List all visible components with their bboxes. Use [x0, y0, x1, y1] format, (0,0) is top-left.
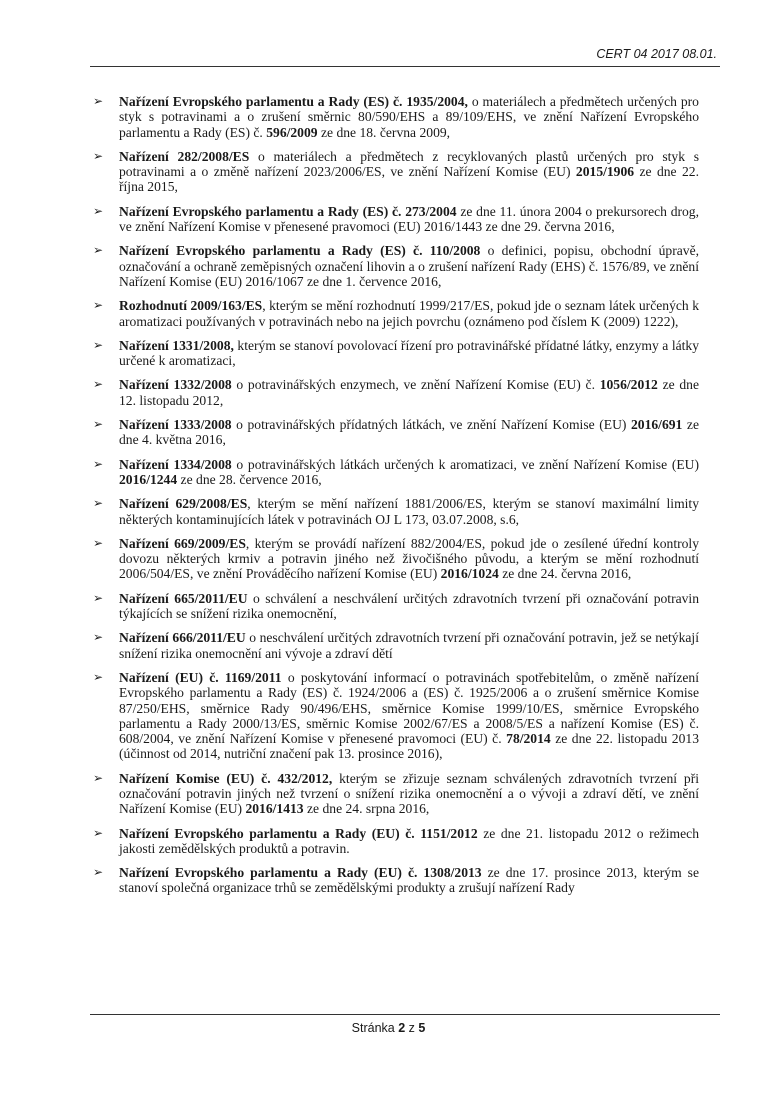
- list-item: ➢ Nařízení 629/2008/ES, kterým se mění nařízení 1881/2006/ES, kterým se stanoví maximální limity některých kontaminujících látek v potravinách OJ L 173, 03.07.2008, s.6,: [119, 496, 699, 527]
- list-item: ➢ Nařízení 1331/2008, kterým se stanoví povolovací řízení pro potravinářské přídatné látky, enzymy a látky určené k aromatizaci,: [119, 338, 699, 369]
- list-item: ➢ Nařízení Evropského parlamentu a Rady (EU) č. 1308/2013 ze dne 17. prosince 2013, kterým se stanoví společná organizace trhů se zemědělskými produkty a zrušují nařízení Rady: [119, 865, 699, 896]
- list-item: ➢ Nařízení (EU) č. 1169/2011 o poskytování informací o potravinách spotřebitelům, o změně nařízení Evropského parlamentu a Rady (ES) č. 1924/2006 a (ES) č. 1925/2006 a o zrušení směrnice Komise 87/250/EHS, směrnice Rady 90/496/EHS, směrnice Komise 1999/10/ES, směrnice Evropského parlamentu a Rady 2000/13/ES, směrnic Komise 2002/67/ES a 2008/5/ES a nařízení Komise (ES) č. 608/2004, ve znění Nařízení Komise v přenesené pravomoci (EU) č. 78/2014 ze dne 22. listopadu 2013 (účinnost od 2014, nutriční značení pak 13. prosince 2016),: [119, 670, 699, 762]
- list-item: ➢ Nařízení 1334/2008 o potravinářských látkách určených k aromatizaci, ve znění Nařízení Komise (EU) 2016/1244 ze dne 28. července 2016,: [119, 457, 699, 488]
- list-item: ➢ Nařízení 1332/2008 o potravinářských enzymech, ve znění Nařízení Komise (EU) č. 1056/2012 ze dne 12. listopadu 2012,: [119, 377, 699, 408]
- page-number: Stránka 2 z 5: [351, 1021, 426, 1035]
- list-item: ➢ Nařízení 282/2008/ES o materiálech a předmětech z recyklovaných plastů určených pro styk s potravinami a o změně nařízení 2023/2006/ES, ve znění Nařízení Komise (EU) 2015/1906 ze dne 22. října 2015,: [119, 149, 699, 195]
- list-item: ➢ Nařízení Komise (EU) č. 432/2012, kterým se zřizuje seznam schválených zdravotních tvrzení při označování potravin jiných než tvrzení o snížení rizika onemocnění a o vývoji a zdraví dětí, ve znění Nařízení Komise (EU) 2016/1413 ze dne 24. srpna 2016,: [119, 771, 699, 817]
- list-item: ➢ Nařízení Evropského parlamentu a Rady (EU) č. 1151/2012 ze dne 21. listopadu 2012 o režimech jakosti zemědělských produktů a potravin.: [119, 826, 699, 857]
- footer-divider: [90, 1014, 720, 1015]
- list-item: ➢ Nařízení 665/2011/EU o schválení a neschválení určitých zdravotních tvrzení při označování potravin týkajících se snížení rizika onemocnění,: [119, 591, 699, 622]
- header-divider: [90, 66, 720, 67]
- list-item: ➢ Nařízení 669/2009/ES, kterým se provádí nařízení 882/2004/ES, pokud jde o zesílené úřední kontroly dovozu některých krmiv a potravin jiného než živočišného původu, a kterým se mění rozhodnutí 2006/504/ES, ve znění Prováděcího nařízení Komise (EU) 2016/1024 ze dne 24. června 2016,: [119, 536, 699, 582]
- list-item: ➢ Nařízení Evropského parlamentu a Rady (ES) č. 273/2004 ze dne 11. února 2004 o prekursorech drog, ve znění Nařízení Komise v přenesené pravomoci (EU) 2016/1443 ze dne 29. června 2016,: [119, 204, 699, 235]
- list-item: ➢ Rozhodnutí 2009/163/ES, kterým se mění rozhodnutí 1999/217/ES, pokud jde o seznam látek určených k aromatizaci používaných v potravinách nebo na jejich povrchu (oznámeno pod číslem K (2009) 1222),: [119, 298, 699, 329]
- regulation-list: [119, 94, 699, 905]
- list-item: ➢ Nařízení Evropského parlamentu a Rady (ES) č. 1935/2004, o materiálech a předmětech určených pro styk s potravinami a o zrušení směrnic 80/590/EHS a 89/109/EHS, ve znění Nařízení Evropského parlamentu a Rady (ES) č. 596/2009 ze dne 18. června 2009,: [119, 94, 699, 140]
- list-item: ➢ Nařízení Evropského parlamentu a Rady (ES) č. 110/2008 o definici, popisu, obchodní úpravě, označování a ochraně zeměpisných označení lihovin a o zrušení nařízení Rady (EHS) č. 1576/89, ve znění Nařízení Komise (EU) 2016/1067 ze dne 1. července 2016,: [119, 243, 699, 289]
- list-item: ➢ Nařízení 1333/2008 o potravinářských přídatných látkách, ve znění Nařízení Komise (EU) 2016/691 ze dne 4. května 2016,: [119, 417, 699, 448]
- document-code: CERT 04 2017 08.01.: [596, 47, 717, 61]
- list-item: ➢ Nařízení 666/2011/EU o neschválení určitých zdravotních tvrzení při označování potravin, jež se netýkají snížení rizika onemocnění ani vývoje a zdraví dětí: [119, 630, 699, 661]
